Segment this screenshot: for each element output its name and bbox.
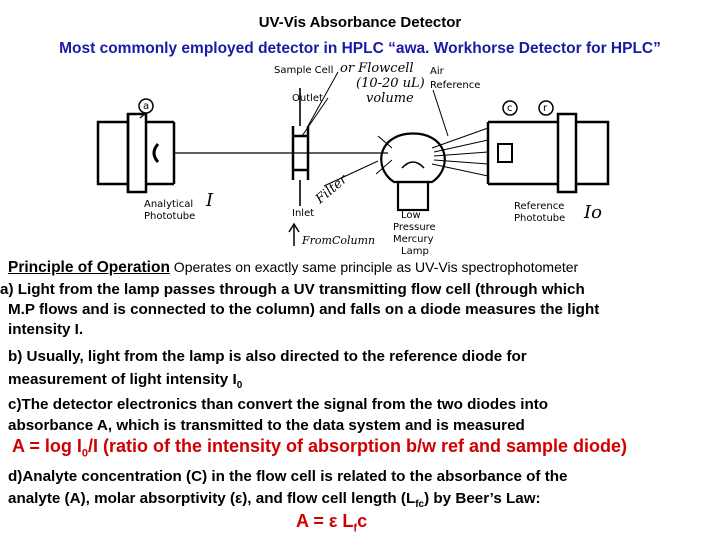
- label-inlet: Inlet: [292, 208, 315, 219]
- label-from-column: FromColumn: [302, 234, 376, 247]
- label-reference-lower: Reference: [514, 201, 565, 212]
- tube-r-label: r: [543, 103, 548, 114]
- sample-flow-cell: [293, 88, 308, 206]
- point-b-line1: b) Usually, light from the lamp is also directed to the reference diode for: [8, 348, 527, 365]
- formula-lhs: A = log I: [12, 436, 82, 456]
- principle-intro-line: [8, 258, 720, 278]
- point-c-line2: absorbance A, which is transmitted to the data system and is measured: [8, 417, 525, 434]
- label-or-flowcell: or Flowcell: [340, 61, 414, 76]
- detector-schematic: [88, 56, 720, 256]
- label-phototube-right: Phototube: [514, 213, 566, 224]
- principle-heading: Principle of Operation: [8, 259, 170, 276]
- label-lamp: Lamp: [401, 246, 429, 256]
- d-epsilon: ε: [235, 490, 243, 507]
- label-sample-cell: Sample Cell: [274, 65, 334, 76]
- point-b-line2-text: measurement of light intensity I: [8, 371, 237, 388]
- label-air: Air: [430, 66, 444, 77]
- label-volume: volume: [366, 91, 414, 106]
- beer-sub: f: [353, 522, 358, 535]
- beers-law-formula: [296, 512, 496, 539]
- beer-lhs: A = ε L: [296, 511, 354, 531]
- inlet-arrow: [289, 224, 299, 246]
- analytical-phototube: [98, 114, 174, 192]
- formula-rhs: /I: [87, 436, 98, 456]
- lamp-rays: [376, 128, 488, 176]
- tube-c-label: c: [507, 103, 513, 114]
- d-line2-c: ) by Beer’s Law:: [424, 490, 541, 507]
- mercury-lamp: [381, 134, 445, 211]
- principle-intro: Operates on exactly same principle as UV-Vis spectrophotometer: [169, 259, 579, 275]
- point-b-sub: 0: [236, 380, 243, 392]
- label-reference-top: Reference: [430, 80, 481, 91]
- page-title: UV-Vis Absorbance Detector: [258, 14, 462, 31]
- page-subtitle: Most commonly employed detector in HPLC “awa. Workhorse Detector for HPLC”: [59, 40, 661, 57]
- label-filter: Filter: [312, 172, 351, 208]
- point-a-line3: intensity I.: [8, 321, 84, 338]
- label-analytical: Analytical: [144, 199, 194, 210]
- d-line2-sub: fc: [415, 499, 425, 511]
- label-symbol-io: Io: [584, 202, 602, 223]
- formula-sub: 0: [81, 447, 88, 460]
- label-volume-range: (10-20 uL): [356, 76, 425, 91]
- d-line2-a: analyte (A), molar absorptivity (: [8, 490, 236, 507]
- point-b-line2: [8, 370, 720, 396]
- point-d-line1: d)Analyte concentration (C) in the flow cell is related to the absorbance of the: [8, 468, 568, 485]
- label-mercury: Mercury: [393, 234, 434, 245]
- label-symbol-i: I: [206, 190, 214, 211]
- label-pressure: Pressure: [393, 222, 436, 233]
- formula-note: (ratio of the intensity of absorption b/w ref and sample diode): [97, 436, 628, 456]
- label-low: Low: [401, 210, 421, 221]
- label-phototube-left: Phototube: [144, 211, 196, 222]
- point-a-line2: M.P flows and is connected to the column) and falls on a diode measures the light: [8, 301, 600, 318]
- absorbance-formula: [12, 437, 720, 464]
- d-line2-b: ), and flow cell length (L: [242, 490, 416, 507]
- point-c-line1: c)The detector electronics than convert the signal from the two diodes into: [8, 396, 549, 413]
- point-a-line1: a) Light from the lamp passes through a UV transmitting flow cell (through which: [0, 281, 585, 298]
- reference-phototube: [488, 114, 608, 192]
- beer-rhs: c: [357, 511, 368, 531]
- tube-a-label: a: [143, 101, 150, 112]
- label-outlet: Outlet: [292, 93, 323, 104]
